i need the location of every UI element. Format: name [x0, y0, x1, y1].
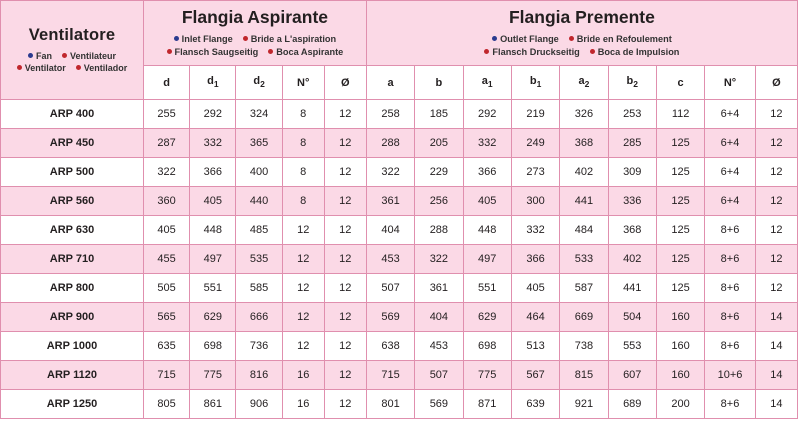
cell-b: 404	[415, 303, 463, 332]
cell-b: 322	[415, 245, 463, 274]
cell-diameter-inlet: 12	[324, 245, 366, 274]
column-header-b2: $b_2$	[608, 66, 656, 100]
column-header-a1: $a_1$	[463, 66, 511, 100]
cell-n-outlet: 8+6	[705, 274, 755, 303]
cell-d2: 816	[236, 361, 282, 390]
row-model: ARP 400	[1, 100, 144, 129]
bullet-icon	[28, 53, 33, 58]
cell-b1: 300	[511, 187, 559, 216]
cell-diameter-inlet: 12	[324, 100, 366, 129]
cell-n-inlet: 12	[282, 274, 324, 303]
cell-a: 715	[366, 361, 414, 390]
table-row	[1, 129, 798, 158]
lang-label: Ventilateur	[69, 50, 116, 61]
cell-d2: 906	[236, 390, 282, 419]
column-header-d2: $d_2$	[236, 66, 282, 100]
cell-diameter-outlet: 12	[755, 216, 797, 245]
table-row	[1, 274, 798, 303]
cell-n-inlet: 16	[282, 361, 324, 390]
cell-b2: 402	[608, 245, 656, 274]
cell-a2: 368	[560, 129, 608, 158]
cell-diameter-outlet: 14	[755, 332, 797, 361]
cell-d1: 497	[190, 245, 236, 274]
cell-d: 505	[143, 274, 189, 303]
cell-a1: 698	[463, 332, 511, 361]
cell-d: 805	[143, 390, 189, 419]
column-header-a2: $a_2$	[560, 66, 608, 100]
row-model: ARP 630	[1, 216, 144, 245]
lang-label: Flansch Druckseitig	[492, 47, 580, 57]
cell-d2: 585	[236, 274, 282, 303]
lang-label: Ventilador	[83, 63, 128, 73]
table-row	[1, 245, 798, 274]
cell-a2: 402	[560, 158, 608, 187]
cell-d2: 666	[236, 303, 282, 332]
cell-b2: 504	[608, 303, 656, 332]
cell-b: 205	[415, 129, 463, 158]
cell-a2: 738	[560, 332, 608, 361]
cell-d2: 324	[236, 100, 282, 129]
bullet-icon	[590, 49, 595, 54]
cell-diameter-outlet: 12	[755, 129, 797, 158]
cell-diameter-inlet: 12	[324, 129, 366, 158]
row-model: ARP 800	[1, 274, 144, 303]
cell-a2: 669	[560, 303, 608, 332]
cell-d1: 861	[190, 390, 236, 419]
cell-a1: 497	[463, 245, 511, 274]
cell-diameter-outlet: 12	[755, 245, 797, 274]
cell-diameter-outlet: 14	[755, 361, 797, 390]
cell-a2: 326	[560, 100, 608, 129]
cell-a2: 441	[560, 187, 608, 216]
cell-a: 322	[366, 158, 414, 187]
cell-c: 160	[656, 332, 704, 361]
header-group-flangia-aspirante	[143, 1, 366, 66]
cell-diameter-outlet: 14	[755, 390, 797, 419]
bullet-icon	[243, 36, 248, 41]
cell-n-outlet: 6+4	[705, 187, 755, 216]
cell-d2: 400	[236, 158, 282, 187]
cell-diameter-inlet: 12	[324, 274, 366, 303]
cell-a: 453	[366, 245, 414, 274]
cell-b1: 639	[511, 390, 559, 419]
cell-n-outlet: 8+6	[705, 332, 755, 361]
header-ventilatore-title: Ventilatore	[28, 25, 116, 44]
table-row	[1, 100, 798, 129]
bullet-icon	[569, 36, 574, 41]
cell-a2: 484	[560, 216, 608, 245]
cell-b: 507	[415, 361, 463, 390]
column-header-d1: $d_1$	[190, 66, 236, 100]
cell-n-inlet: 16	[282, 390, 324, 419]
cell-b2: 309	[608, 158, 656, 187]
cell-diameter-outlet: 12	[755, 158, 797, 187]
cell-d: 715	[143, 361, 189, 390]
cell-n-outlet: 6+4	[705, 158, 755, 187]
cell-a: 288	[366, 129, 414, 158]
table-row	[1, 390, 798, 419]
cell-a2: 587	[560, 274, 608, 303]
bullet-icon	[76, 65, 81, 70]
cell-a: 258	[366, 100, 414, 129]
lang-label: Outlet Flange	[500, 34, 559, 45]
lang-label: Bride en Refoulement	[576, 34, 672, 45]
cell-c: 125	[656, 274, 704, 303]
cell-b1: 366	[511, 245, 559, 274]
cell-b1: 332	[511, 216, 559, 245]
column-header-n-inlet: N°	[282, 66, 324, 100]
cell-a: 638	[366, 332, 414, 361]
cell-diameter-inlet: 12	[324, 332, 366, 361]
row-model: ARP 1000	[1, 332, 144, 361]
cell-d2: 365	[236, 129, 282, 158]
cell-d: 360	[143, 187, 189, 216]
cell-d: 405	[143, 216, 189, 245]
cell-a1: 448	[463, 216, 511, 245]
header-group-flangia-premente	[366, 1, 797, 66]
cell-b2: 285	[608, 129, 656, 158]
cell-d1: 629	[190, 303, 236, 332]
cell-b2: 336	[608, 187, 656, 216]
cell-a: 361	[366, 187, 414, 216]
column-header-b: b	[415, 66, 463, 100]
cell-diameter-inlet: 12	[324, 303, 366, 332]
cell-diameter-inlet: 12	[324, 187, 366, 216]
header-group-row	[1, 1, 798, 66]
cell-n-outlet: 8+6	[705, 216, 755, 245]
cell-b2: 607	[608, 361, 656, 390]
table-row	[1, 216, 798, 245]
column-header-diameter-outlet: Ø	[755, 66, 797, 100]
cell-n-outlet: 8+6	[705, 390, 755, 419]
cell-d1: 448	[190, 216, 236, 245]
cell-d: 565	[143, 303, 189, 332]
cell-diameter-outlet: 12	[755, 274, 797, 303]
cell-b1: 567	[511, 361, 559, 390]
cell-a1: 405	[463, 187, 511, 216]
cell-diameter-inlet: 12	[324, 158, 366, 187]
cell-d: 635	[143, 332, 189, 361]
cell-d1: 775	[190, 361, 236, 390]
table-row	[1, 303, 798, 332]
cell-a1: 775	[463, 361, 511, 390]
cell-c: 125	[656, 216, 704, 245]
cell-n-inlet: 8	[282, 187, 324, 216]
group-langs	[144, 33, 366, 59]
lang-label: Bride a L'aspiration	[250, 34, 337, 45]
cell-b: 453	[415, 332, 463, 361]
group-title: Flangia Aspirante	[181, 7, 328, 28]
cell-b: 361	[415, 274, 463, 303]
cell-diameter-inlet: 12	[324, 390, 366, 419]
row-model: ARP 1250	[1, 390, 144, 419]
cell-d: 322	[143, 158, 189, 187]
header-ventilatore-langs	[1, 50, 143, 74]
cell-b1: 219	[511, 100, 559, 129]
cell-d1: 332	[190, 129, 236, 158]
cell-b2: 689	[608, 390, 656, 419]
cell-a1: 332	[463, 129, 511, 158]
cell-c: 160	[656, 303, 704, 332]
column-header-d: d	[143, 66, 189, 100]
lang-label: Boca Aspirante	[276, 47, 344, 57]
cell-a2: 815	[560, 361, 608, 390]
cell-n-inlet: 12	[282, 332, 324, 361]
cell-d2: 440	[236, 187, 282, 216]
table-row	[1, 332, 798, 361]
bullet-icon	[484, 49, 489, 54]
cell-d1: 405	[190, 187, 236, 216]
lang-label: Fan	[35, 50, 52, 61]
cell-diameter-outlet: 12	[755, 100, 797, 129]
cell-d2: 535	[236, 245, 282, 274]
lang-label: Flansch Saugseitig	[174, 47, 259, 57]
cell-b: 569	[415, 390, 463, 419]
table-row	[1, 361, 798, 390]
lang-label: Ventilator	[24, 63, 66, 73]
cell-d: 287	[143, 129, 189, 158]
cell-b1: 513	[511, 332, 559, 361]
cell-d: 255	[143, 100, 189, 129]
cell-b2: 253	[608, 100, 656, 129]
cell-n-inlet: 8	[282, 158, 324, 187]
cell-a2: 921	[560, 390, 608, 419]
cell-d1: 551	[190, 274, 236, 303]
group-langs	[367, 33, 797, 59]
cell-c: 125	[656, 187, 704, 216]
table-row	[1, 158, 798, 187]
cell-a1: 871	[463, 390, 511, 419]
cell-diameter-outlet: 14	[755, 303, 797, 332]
cell-diameter-inlet: 12	[324, 216, 366, 245]
cell-c: 200	[656, 390, 704, 419]
cell-d: 455	[143, 245, 189, 274]
cell-b: 229	[415, 158, 463, 187]
cell-a1: 629	[463, 303, 511, 332]
cell-d2: 736	[236, 332, 282, 361]
column-header-n-outlet: N°	[705, 66, 755, 100]
cell-a2: 533	[560, 245, 608, 274]
cell-a1: 551	[463, 274, 511, 303]
cell-n-outlet: 8+6	[705, 303, 755, 332]
group-title: Flangia Premente	[508, 7, 655, 28]
cell-a1: 366	[463, 158, 511, 187]
cell-n-inlet: 12	[282, 216, 324, 245]
cell-n-outlet: 6+4	[705, 100, 755, 129]
cell-n-outlet: 6+4	[705, 129, 755, 158]
column-header-c: c	[656, 66, 704, 100]
bullet-icon	[268, 49, 273, 54]
row-model: ARP 900	[1, 303, 144, 332]
bullet-icon	[492, 36, 497, 41]
bullet-icon	[17, 65, 22, 70]
cell-c: 125	[656, 158, 704, 187]
cell-a: 569	[366, 303, 414, 332]
cell-a: 404	[366, 216, 414, 245]
cell-diameter-outlet: 12	[755, 187, 797, 216]
cell-b2: 441	[608, 274, 656, 303]
cell-c: 125	[656, 245, 704, 274]
cell-b: 288	[415, 216, 463, 245]
cell-n-inlet: 8	[282, 100, 324, 129]
column-header-a: a	[366, 66, 414, 100]
cell-n-outlet: 8+6	[705, 245, 755, 274]
bullet-icon	[167, 49, 172, 54]
cell-d2: 485	[236, 216, 282, 245]
cell-b2: 553	[608, 332, 656, 361]
cell-n-inlet: 12	[282, 303, 324, 332]
cell-b1: 405	[511, 274, 559, 303]
cell-a1: 292	[463, 100, 511, 129]
cell-c: 112	[656, 100, 704, 129]
cell-b2: 368	[608, 216, 656, 245]
cell-b: 185	[415, 100, 463, 129]
cell-a: 801	[366, 390, 414, 419]
cell-b1: 464	[511, 303, 559, 332]
row-model: ARP 1120	[1, 361, 144, 390]
cell-d1: 698	[190, 332, 236, 361]
cell-b: 256	[415, 187, 463, 216]
cell-diameter-inlet: 12	[324, 361, 366, 390]
cell-d1: 292	[190, 100, 236, 129]
cell-b1: 273	[511, 158, 559, 187]
column-header-diameter-inlet: Ø	[324, 66, 366, 100]
row-model: ARP 560	[1, 187, 144, 216]
cell-c: 160	[656, 361, 704, 390]
bullet-icon	[174, 36, 179, 41]
row-model: ARP 710	[1, 245, 144, 274]
cell-b1: 249	[511, 129, 559, 158]
cell-n-outlet: 10+6	[705, 361, 755, 390]
column-header-b1: $b_1$	[511, 66, 559, 100]
lang-label: Boca de Impulsion	[597, 47, 680, 57]
row-model: ARP 500	[1, 158, 144, 187]
cell-c: 125	[656, 129, 704, 158]
row-model: ARP 450	[1, 129, 144, 158]
cell-n-inlet: 12	[282, 245, 324, 274]
bullet-icon	[62, 53, 67, 58]
cell-d1: 366	[190, 158, 236, 187]
table-row	[1, 187, 798, 216]
cell-a: 507	[366, 274, 414, 303]
cell-n-inlet: 8	[282, 129, 324, 158]
header-ventilatore-cell	[1, 1, 144, 100]
lang-label: Inlet Flange	[181, 34, 233, 45]
